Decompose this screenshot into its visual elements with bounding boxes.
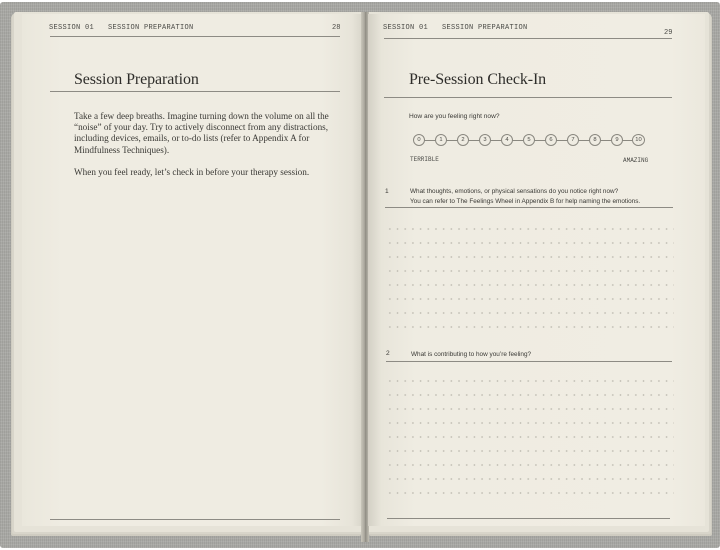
mood-option-8[interactable]: 8 [589,134,601,146]
right-footer-rule [387,518,670,519]
mood-option-0[interactable]: 0 [413,134,425,146]
left-running-head [49,24,208,32]
mood-option-9[interactable]: 9 [611,134,623,146]
question-1-subtext: You can refer to The Feelings Wheel in Appendix B for help naming the emotions. [410,197,641,205]
question-2 [411,350,671,360]
left-footer-rule [50,519,340,520]
paragraph-2: When you feel ready, let’s check in before your therapy session. [74,166,310,177]
mood-option-2[interactable]: 2 [457,134,469,146]
left-header-rule [50,36,340,37]
question-1-text: What thoughts, emotions, or physical sensations do you notice right now? [410,188,619,195]
question-2-number: 2 [386,350,390,357]
right-page-title: Pre-Session Check-In [409,71,547,88]
mood-option-4[interactable]: 4 [501,134,513,146]
mood-option-6[interactable]: 6 [545,134,557,146]
mood-option-7[interactable]: 7 [567,134,579,146]
running-head-section: SESSION PREPARATION [442,24,528,32]
mood-scale-low-label: TERRIBLE [410,156,439,163]
left-title-rule [50,91,340,92]
question-1-rule [385,207,673,208]
left-page-title: Session Preparation [74,71,199,88]
left-body-text [74,111,336,189]
question-2-rule [386,361,672,362]
question-2-answer-area[interactable] [386,374,674,498]
mood-option-3[interactable]: 3 [479,134,491,146]
running-head-section: SESSION PREPARATION [108,24,194,32]
right-running-head [383,24,542,32]
paragraph-1: Take a few deep breaths. Imagine turning down the volume on all the “noise” of your day. Try to actively disconnect from any distractions, including devices, emails, or to-do lists (refer to Appendix A for Mindfulness Techniques). [74,111,329,155]
right-title-rule [384,97,672,98]
question-1-answer-area[interactable] [386,222,674,340]
mood-scale-high-label: AMAZING [623,157,649,164]
right-header-rule [384,38,672,39]
right-page-number: 29 [664,29,673,37]
mood-option-1[interactable]: 1 [435,134,447,146]
mood-scale-question: How are you feeling right now? [409,113,500,120]
mood-scale [413,134,645,146]
question-1-number: 1 [385,188,389,195]
running-head-session: SESSION 01 [49,24,95,32]
mood-option-10[interactable]: 10 [632,134,645,146]
running-head-session: SESSION 01 [383,24,429,32]
question-2-text: What is contributing to how you’re feeling? [411,351,532,358]
question-1 [410,187,670,206]
mood-option-5[interactable]: 5 [523,134,535,146]
left-page-number: 28 [332,24,341,32]
